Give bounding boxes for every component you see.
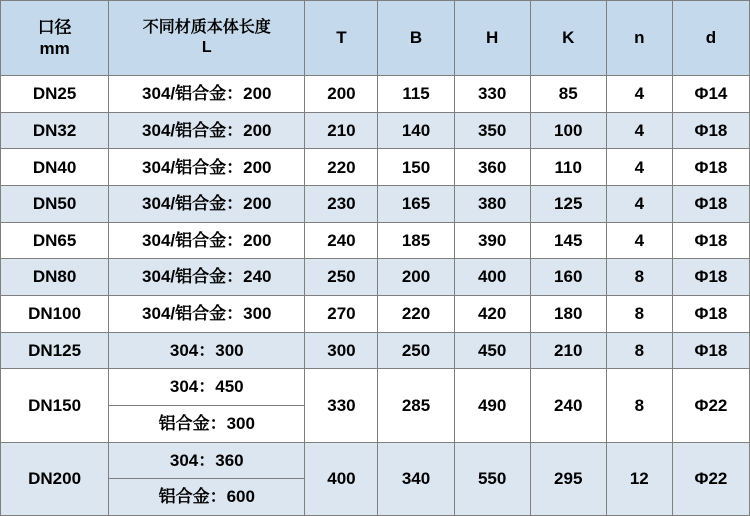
cell-k: 295: [530, 442, 606, 515]
header-line: n: [634, 28, 645, 48]
cell-t: 220: [305, 149, 378, 186]
cell-diameter: DN50: [1, 185, 109, 222]
header-line: H: [485, 28, 499, 48]
cell-t: 330: [305, 369, 378, 442]
cell-body-length-aluminum: 铝合金：300: [109, 405, 305, 442]
header-line: K: [562, 28, 575, 48]
cell-t: 210: [305, 112, 378, 149]
cell-diameter: DN25: [1, 76, 109, 113]
cell-body-length: 304/铝合金：240: [109, 259, 305, 296]
header-line: d: [705, 28, 717, 48]
cell-body-length: 304/铝合金：200: [109, 222, 305, 259]
cell-d: Φ18: [672, 149, 749, 186]
table-row: [1, 76, 750, 113]
cell-n: 4: [606, 112, 672, 149]
cell-body-length: 304/铝合金：300: [109, 295, 305, 332]
cell-diameter: DN80: [1, 259, 109, 296]
cell-h: 380: [454, 185, 530, 222]
cell-b: 150: [378, 149, 454, 186]
header-cell-d: [672, 1, 749, 76]
cell-k: 145: [530, 222, 606, 259]
cell-b: 250: [378, 332, 454, 369]
table-row: [1, 332, 750, 369]
cell-b: 140: [378, 112, 454, 149]
cell-d: Φ18: [672, 332, 749, 369]
cell-t: 230: [305, 185, 378, 222]
cell-n: 4: [606, 185, 672, 222]
table-header: [1, 1, 750, 76]
cell-d: Φ18: [672, 259, 749, 296]
header-line: B: [409, 28, 423, 48]
cell-n: 4: [606, 76, 672, 113]
cell-body-length-steel: 304：450: [109, 369, 305, 406]
cell-n: 8: [606, 369, 672, 442]
cell-b: 185: [378, 222, 454, 259]
cell-diameter: DN150: [1, 369, 109, 442]
table-row: [1, 112, 750, 149]
header-cell-k: [530, 1, 606, 76]
cell-t: 400: [305, 442, 378, 515]
table-body: [1, 76, 750, 516]
cell-n: 8: [606, 295, 672, 332]
header-line: L: [201, 39, 212, 56]
cell-d: Φ22: [672, 442, 749, 515]
cell-d: Φ18: [672, 185, 749, 222]
header-cell-h: [454, 1, 530, 76]
cell-body-length: 304/铝合金：200: [109, 149, 305, 186]
cell-diameter: DN100: [1, 295, 109, 332]
header-cell-diameter: [1, 1, 109, 76]
cell-h: 550: [454, 442, 530, 515]
header-cell-body-length: [109, 1, 305, 76]
cell-t: 200: [305, 76, 378, 113]
header-cell-t: [305, 1, 378, 76]
cell-k: 160: [530, 259, 606, 296]
table-row: [1, 295, 750, 332]
cell-n: 4: [606, 222, 672, 259]
cell-diameter: DN200: [1, 442, 109, 515]
cell-h: 420: [454, 295, 530, 332]
cell-diameter: DN32: [1, 112, 109, 149]
cell-k: 210: [530, 332, 606, 369]
cell-t: 250: [305, 259, 378, 296]
cell-n: 8: [606, 259, 672, 296]
cell-t: 300: [305, 332, 378, 369]
header-line: mm: [39, 39, 70, 58]
table-row: [1, 149, 750, 186]
cell-d: Φ18: [672, 112, 749, 149]
cell-k: 240: [530, 369, 606, 442]
cell-k: 100: [530, 112, 606, 149]
cell-k: 125: [530, 185, 606, 222]
cell-n: 12: [606, 442, 672, 515]
cell-k: 180: [530, 295, 606, 332]
cell-h: 390: [454, 222, 530, 259]
cell-h: 450: [454, 332, 530, 369]
cell-n: 8: [606, 332, 672, 369]
cell-t: 270: [305, 295, 378, 332]
table-row: [1, 185, 750, 222]
table-row: [1, 259, 750, 296]
cell-k: 110: [530, 149, 606, 186]
cell-body-length: 304/铝合金：200: [109, 76, 305, 113]
cell-b: 340: [378, 442, 454, 515]
cell-d: Φ22: [672, 369, 749, 442]
header-line: 不同材质本体长度: [142, 19, 271, 36]
cell-b: 165: [378, 185, 454, 222]
cell-b: 115: [378, 76, 454, 113]
cell-h: 330: [454, 76, 530, 113]
cell-body-length-steel: 304：360: [109, 442, 305, 479]
cell-body-length-aluminum: 铝合金：600: [109, 479, 305, 516]
table-row: [1, 442, 750, 479]
header-cell-b: [378, 1, 454, 76]
cell-body-length: 304/铝合金：200: [109, 185, 305, 222]
cell-h: 350: [454, 112, 530, 149]
cell-body-length: 304：300: [109, 332, 305, 369]
cell-d: Φ14: [672, 76, 749, 113]
cell-t: 240: [305, 222, 378, 259]
cell-body-length: 304/铝合金：200: [109, 112, 305, 149]
header-line: T: [336, 28, 347, 48]
cell-n: 4: [606, 149, 672, 186]
table-row: [1, 222, 750, 259]
cell-diameter: DN65: [1, 222, 109, 259]
cell-diameter: DN125: [1, 332, 109, 369]
cell-b: 220: [378, 295, 454, 332]
cell-d: Φ18: [672, 295, 749, 332]
cell-h: 360: [454, 149, 530, 186]
header-line: 口径: [37, 17, 72, 37]
cell-b: 200: [378, 259, 454, 296]
cell-h: 490: [454, 369, 530, 442]
header-cell-n: [606, 1, 672, 76]
cell-b: 285: [378, 369, 454, 442]
cell-diameter: DN40: [1, 149, 109, 186]
cell-d: Φ18: [672, 222, 749, 259]
cell-h: 400: [454, 259, 530, 296]
table-row: [1, 369, 750, 406]
cell-k: 85: [530, 76, 606, 113]
header-row: [1, 1, 750, 76]
